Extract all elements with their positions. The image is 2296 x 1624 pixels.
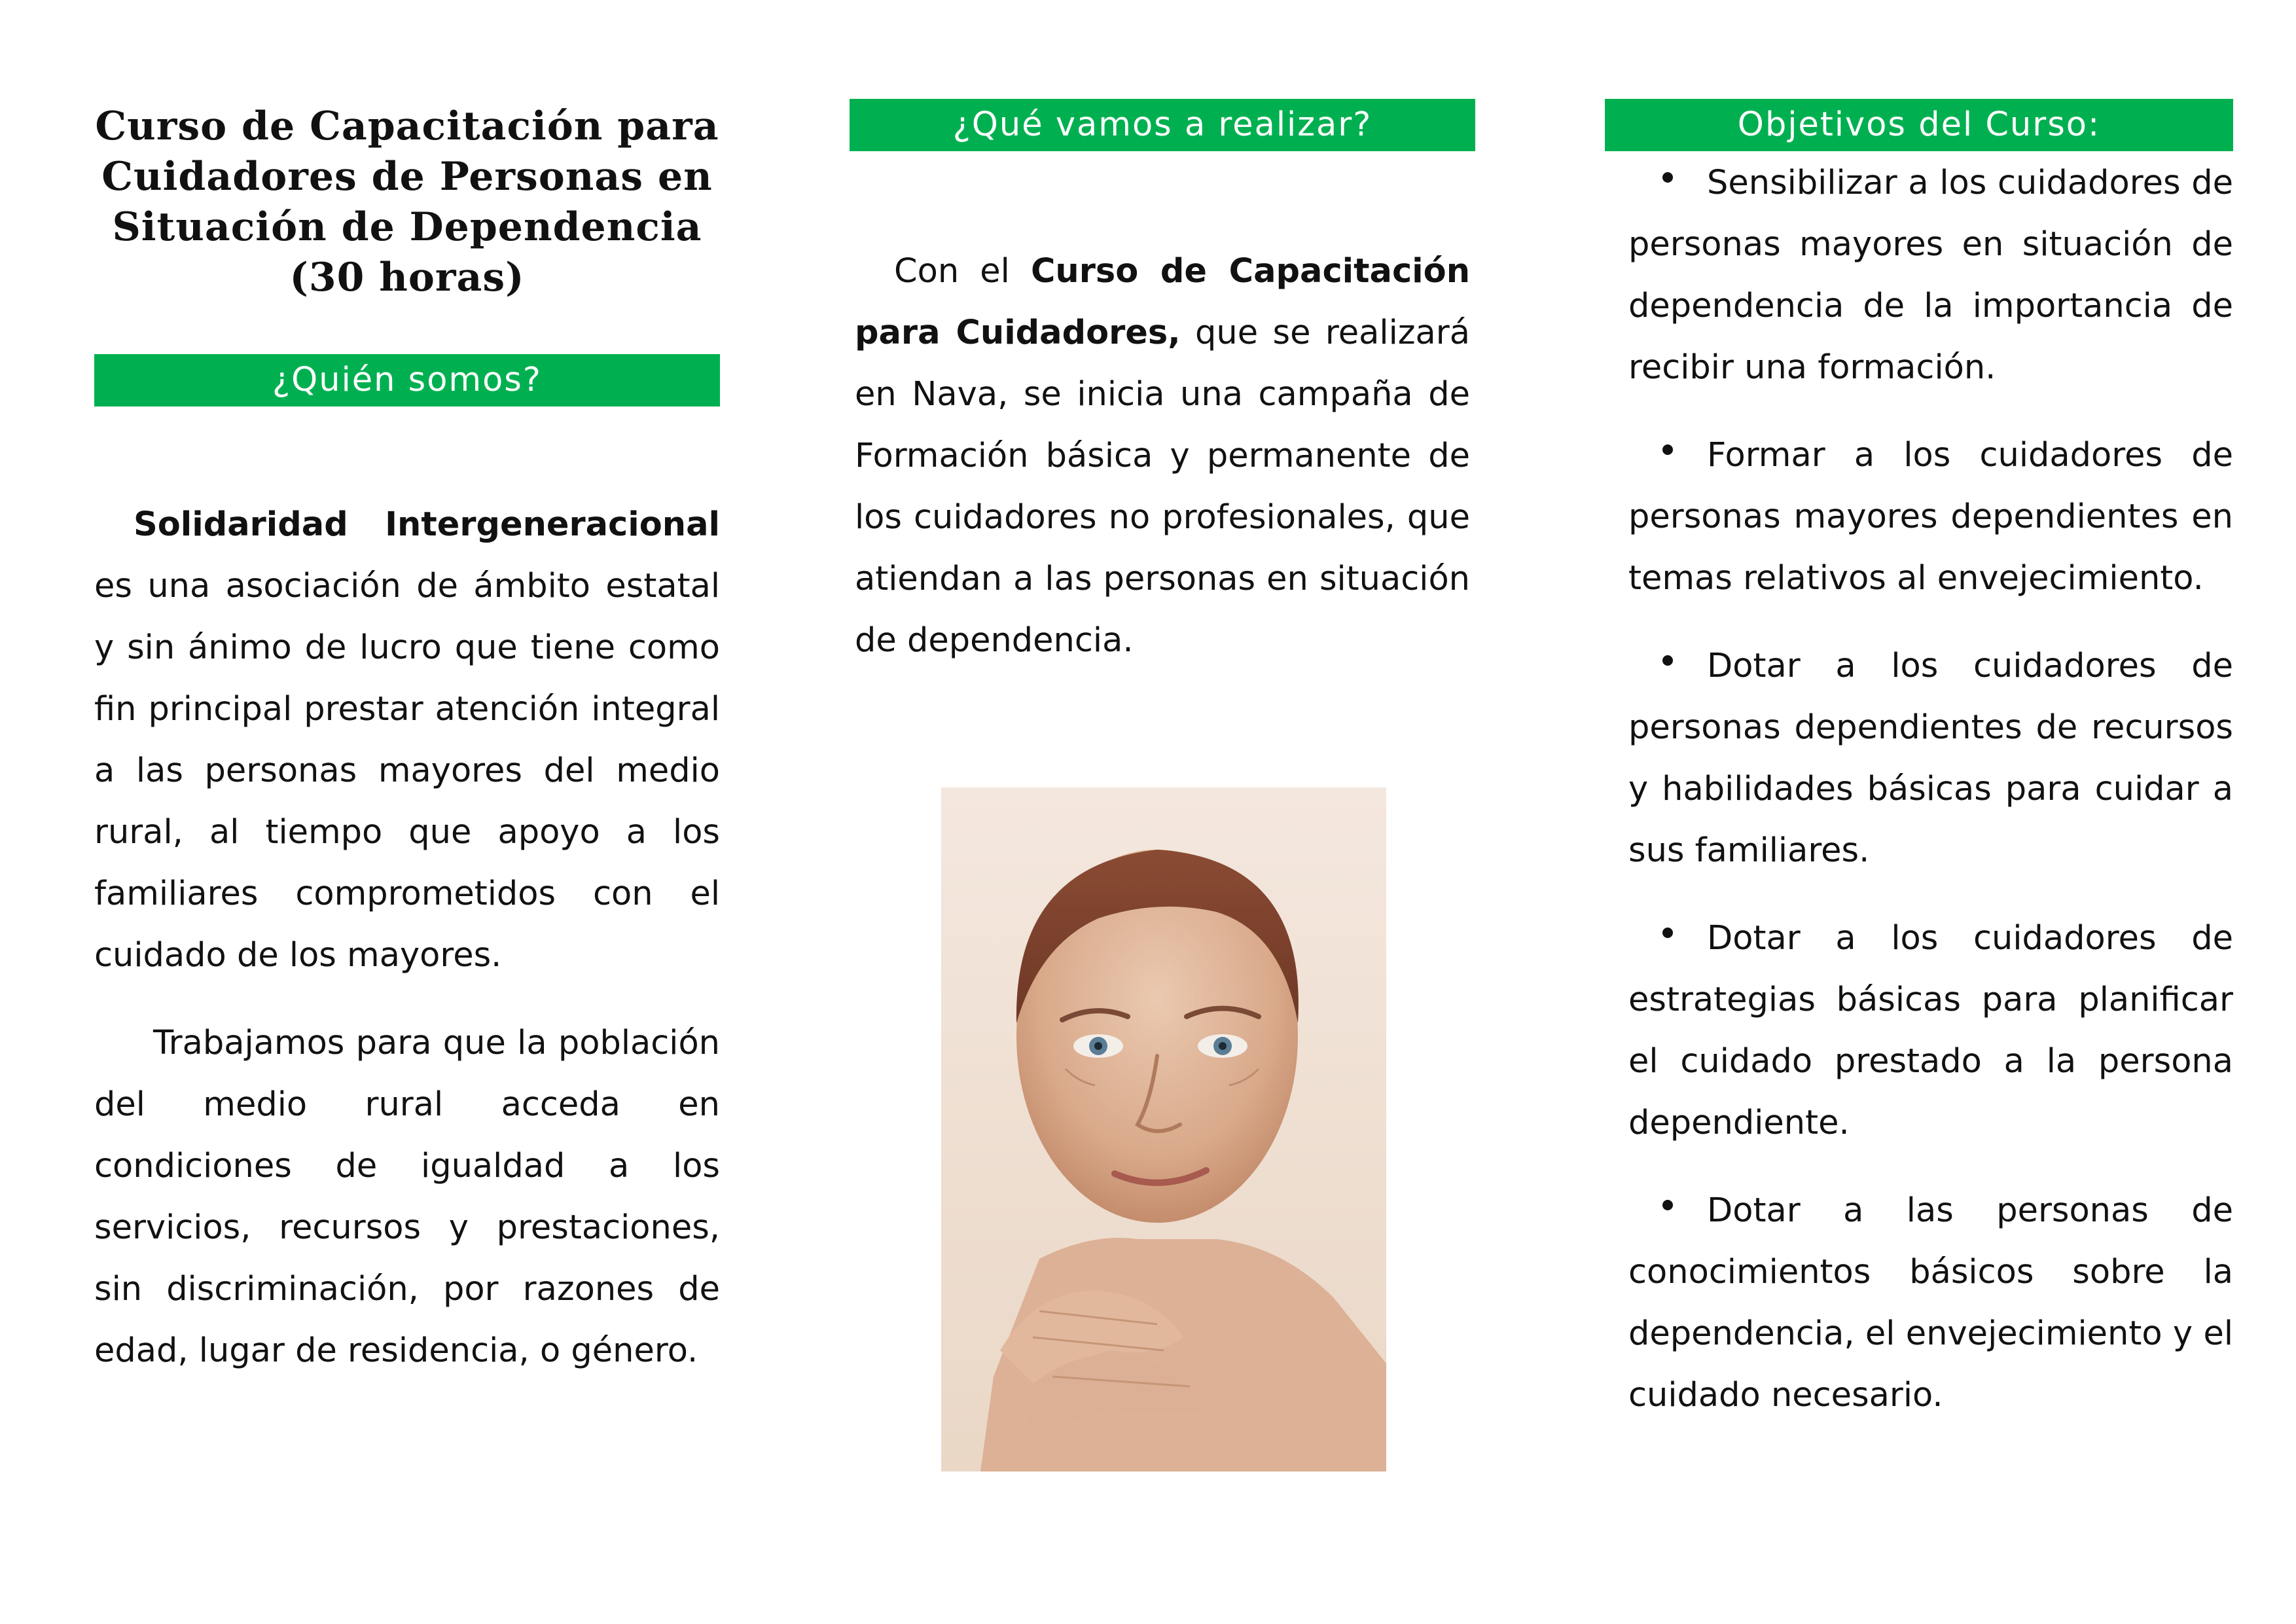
bullet-icon (1662, 444, 1673, 455)
objective-text: Dotar a las personas de conocimientos básicos sobre la dependencia, el envejecimiento y el cuidado necesario. (1628, 1191, 2233, 1415)
objective-item (1628, 908, 2233, 1154)
elderly-woman-photo (941, 787, 1386, 1471)
bullet-icon (1662, 1200, 1673, 1210)
course-name: Curso de Capacitación para Cuidadores, (855, 252, 1471, 352)
objectives-list (1628, 153, 2233, 1426)
bullet-icon (1662, 172, 1673, 183)
what-paragraph (855, 241, 1470, 672)
who-paragraph-2: Trabajamos para que la población del medio rural acceda en condiciones de igualdad a los servicios, recursos y prestaciones, sin discriminación, por razones de edad, lugar de residencia, o género. (94, 1024, 720, 1370)
objective-item (1628, 153, 2233, 399)
who-paragraph-1 (94, 494, 720, 986)
who-body (94, 494, 720, 1382)
who-paragraph-1-text: es una asociación de ámbito estatal y sin ánimo de lucro que tiene como fin principal prestar atención integral a las personas mayores del medio rural, al tiempo que apoyo a los familiares comprometidos con el cuidado de los mayores. (94, 567, 720, 975)
section-heading-objectives: Objetivos del Curso: (1605, 99, 2233, 151)
what-paragraph-text: que se realizará en Nava, se inicia una campaña de Formación básica y permanente de los cuidadores no profesionales, que atiendan a las personas en situación de dependencia. (855, 314, 1470, 660)
objective-item (1628, 425, 2233, 609)
what-body (855, 241, 1470, 672)
objective-text: Sensibilizar a los cuidadores de personas mayores en situación de dependencia de la importancia de recibir una formación. (1628, 164, 2233, 387)
objective-text: Formar a los cuidadores de personas mayores dependientes en temas relativos al envejecimiento. (1628, 436, 2233, 598)
objective-item (1628, 1180, 2233, 1426)
objective-text: Dotar a los cuidadores de estrategias básicas para planificar el cuidado prestado a la persona dependiente. (1628, 919, 2233, 1142)
section-heading-who: ¿Quién somos? (94, 354, 720, 406)
document-title: Curso de Capacitación para Cuidadores de Personas en Situación de Dependencia (30 horas) (95, 103, 719, 300)
objective-text: Dotar a los cuidadores de personas dependientes de recursos y habilidades básicas para cuidar a sus familiares. (1628, 647, 2233, 870)
section-heading-what: ¿Qué vamos a realizar? (850, 99, 1475, 151)
bullet-icon (1662, 655, 1673, 666)
what-paragraph-lead: Con el (894, 252, 1031, 291)
association-name: Solidaridad Intergeneracional (134, 505, 720, 544)
bullet-icon (1662, 928, 1673, 938)
objective-item (1628, 636, 2233, 882)
objectives-body (1628, 153, 2233, 1453)
